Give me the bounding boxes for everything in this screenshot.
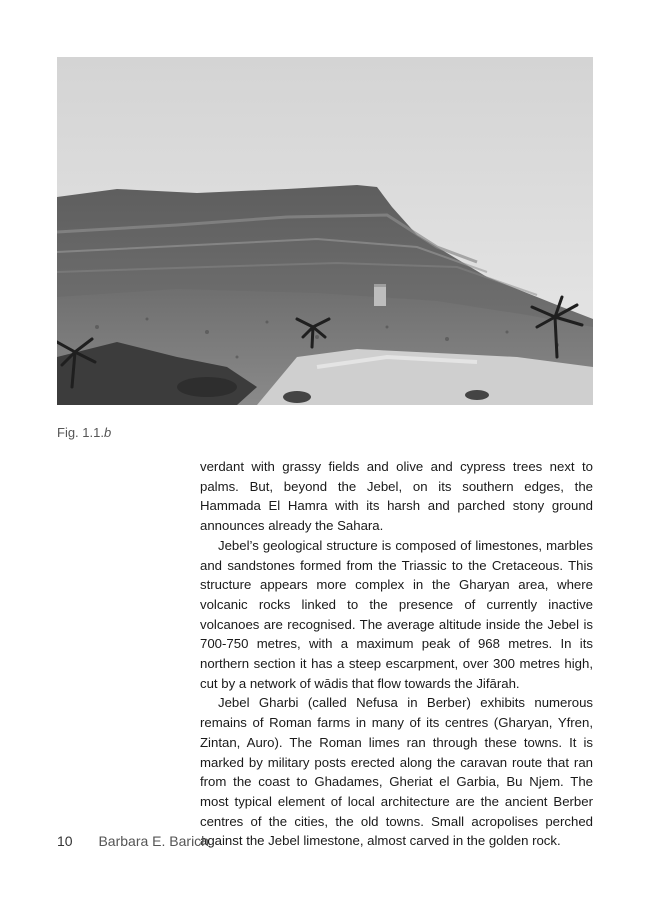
figure-caption-label: Fig. 1.1. (57, 425, 104, 440)
jebel-escarpment-image (57, 57, 593, 405)
figure-caption-letter: b (103, 425, 112, 440)
page-footer (57, 833, 209, 849)
body-text (200, 457, 593, 851)
page-number: 10 (57, 833, 73, 849)
landscape-photo (57, 57, 593, 405)
running-author: Barbara E. Barich (98, 833, 209, 849)
paragraph-jebel-gharbi: Jebel Gharbi (called Nefusa in Berber) exhibits numerous remains of Roman farms in many of its centres (Gharyan, Yfren, Zintan, Auro). The Roman limes ran through these towns. It is marked by military posts erected along the caravan route that ran from the coast to Ghadames, Gheriat el Garbia, Bu Njem. The most typical element of local architecture are the ancient Berber centres of the cities, the old towns. Small acropolises perched against the Jebel limestone, almost carved in the golden rock. (200, 695, 593, 849)
figure-caption (57, 425, 111, 440)
paragraph-continued: verdant with grassy fields and olive and cypress trees next to palms. But, beyond the Jebel, on its southern edges, the Hammada El Hamra with its harsh and parched stony ground announces already the Sahara. (200, 459, 593, 534)
paragraph-geology: Jebel’s geological structure is composed of limestones, marbles and sandstones formed from the Triassic to the Cretaceous. This structure appears more complex in the Gharyan area, where volcanic rocks linked to the presence of currently inactive volcanoes are recognised. The average altitude inside the Jebel is 700-750 metres, with a maximum peak of 968 metres. In its northern section it has a steep escarpment, over 300 metres high, cut by a network of wādis that flow towards the Jifārah. (200, 537, 593, 691)
